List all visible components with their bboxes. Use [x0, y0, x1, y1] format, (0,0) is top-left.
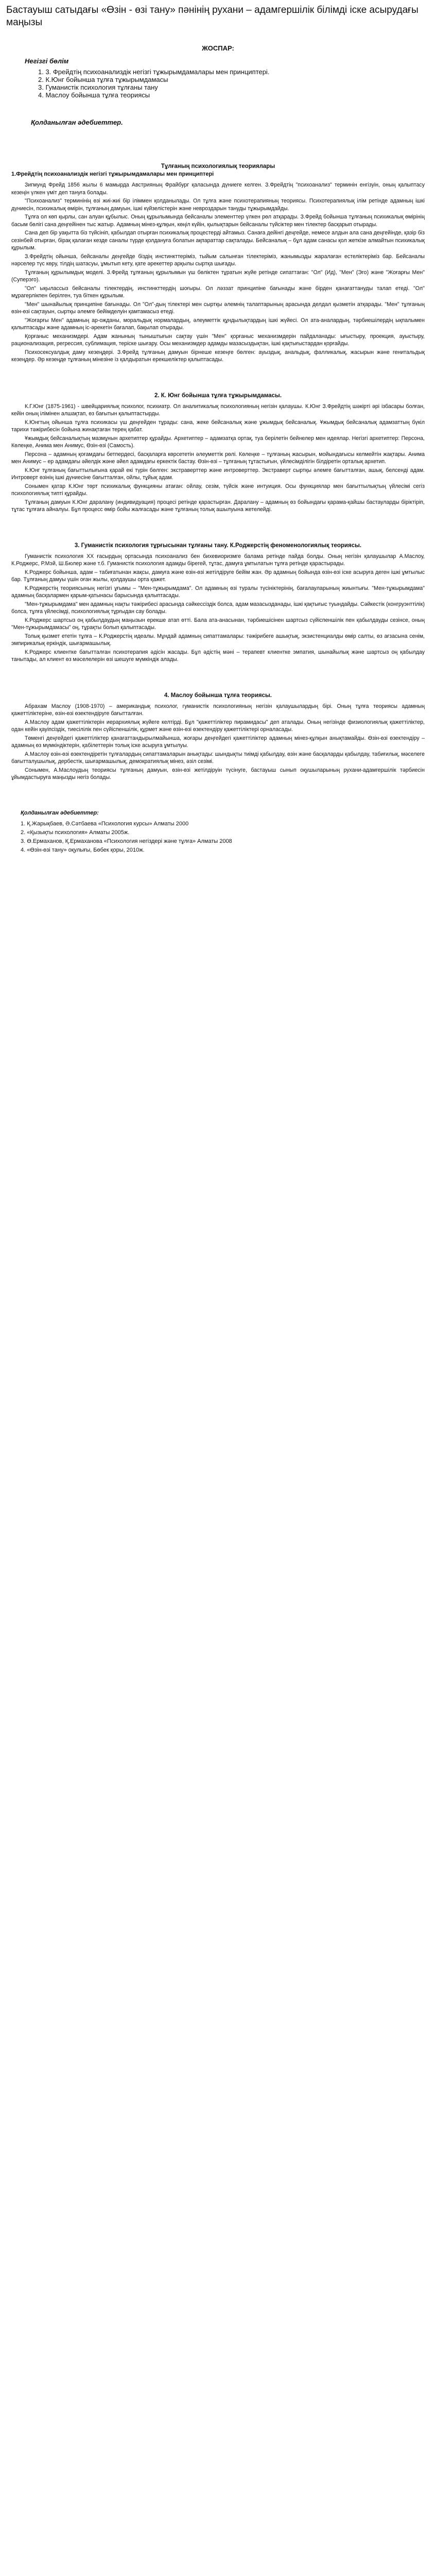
content-section — [0, 392, 436, 514]
section-heading: 2. К. Юнг бойынша тұлға тұжырымдамасы. — [154, 392, 282, 399]
section-subheading: 1.Фрейдтің психоанализдік негізгі тұжырымдамалары мен принциптері — [11, 171, 214, 177]
section-spacer — [0, 783, 436, 809]
section-paragraph: Тұлға ол көп қырлы, сан алуан құбылыс. Оның құрылымында бейсаналы элементтер үлкен рөл атқарады. З.Фрейд бойынша тұлғаның психикалық өмірінің басым бөлігі сана деңгейінен тыс жатыр. Адамның мінез-құлқын, көңіл күйін, қылықтарын бейсаналы түйсіктер мен тілектер басқарып отырады. — [11, 214, 425, 228]
plan-footer: Қолданылған әдебиеттер. — [31, 118, 123, 126]
content-section — [0, 541, 436, 664]
section-spacer — [0, 365, 436, 392]
section-paragraph: Сонымен қатар К.Юнг төрт психикалық функцияны атаған: ойлау, сезім, түйсік және интуиция. Осы функциялар мен бағыттылықтың үйлесімі сегіз психологиялық типті құрайды. — [11, 483, 425, 497]
section-paragraph: Персона – адамның қоғамдағы бетпердесі, басқаларға көрсететін әлеуметтік рөлі. Көлеңке – тұлғаның жасырын, мойындағысы келмейтін жақтары. Анима мен Анимус – ер адамдағы әйелдік және әйел адамдағы еркектік бастау. Өзін-өзі – тұлғаның тұтастығын, үйлесімділігін білдіретін орталық архетип. — [11, 451, 425, 465]
section-paragraph: "Мен-тұжырымдама" мен адамның нақты тәжірибесі арасында сәйкессіздік болса, адам мазасызданады, ішкі қақтығыс туындайды. Сәйкестік (конгруэнттілік) болса, тұлға үйлесімді, психологиялық тұрғыдан сау болады. — [11, 601, 425, 615]
section-paragraph: "Ол" ықылассыз бейсаналы тілектердің, инстинкттердің шоғыры. Ол ләззат принципіне бағынады және бірден қанағаттануды талап етеді. "Ол" мұрагерлікпен берілген, туа біткен құрылым. — [11, 285, 425, 299]
section-paragraph: Сана деп бір уақытта біз түйсініп, қабылдап отырған психикалық процестерді айтамыз. Санаға дейінгі деңгейде, немесе алдын ала сана деңгейінде, қазір біз сезінбей отырған, бірақ қалаған кезде саналы түрде қолдануға болатын ақпараттар сақталады. Бейсаналық – бұл адам санасы қол жеткізе алмайтын психикалық құрылым. — [11, 230, 425, 251]
plan-item: 2. К.Юнг бойынша тұлға тұжырымдамасы — [38, 76, 168, 83]
section-spacer — [0, 665, 436, 691]
section-paragraph: Төменгі деңгейдегі қажеттіліктер қанағаттандырылмайынша, жоғары деңгейдегі қажеттіліктер адамның мінез-құлқын анықтамайды. Өзін-өзі өзектендіру – адамның өз мүмкіндіктерін, қабілеттерін толық іске асыруға ұмтылуы. — [11, 735, 425, 749]
section-paragraph: К.Юнгтың ойынша тұлға психикасы үш деңгейден тұрады: сана, жеке бейсаналық және ұжымдық бейсаналық. Ұжымдық бейсаналық адамзаттың бүкіл тарихи тәжірибесін бойына жинақтаған терең қабат. — [11, 419, 425, 433]
section-paragraph: "Мен" шынайылық принципіне бағынады. Ол "Ол"-дың тілектері мен сыртқы әлемнің талаптарының арасында делдал қызметін атқарады. "Мен" тұлғаның өзін-өзі сақтауын, сыртқы әлемге бейімделуін қамтамасыз етеді. — [11, 301, 425, 315]
section-paragraph: Қорғаныс механизмдері. Адам жанының тыныштығын сақтау үшін "Мен" қорғаныс механизмдерін пайдаланады: ығыстыру, проекция, ауыстыру, рационализация, регрессия, сублимация, теріске шығару. Осы механизмдер адамды мазасыздықтан, ішкі қақтығыстардан қорғайды. — [11, 333, 425, 347]
section-paragraph: К.Г.Юнг (1875-1961) - швейцариялық психолог, психиатр. Ол аналитикалық психологияның негізін қалаушы. К.Юнг З.Фрейдтің шәкірті әрі ізбасары болған, кейін оның ілімінен алшақтап, өз бағытын қалыптастырды. — [11, 403, 425, 417]
section-paragraph: Абрахам Маслоу (1908-1970) – американдық психолог, гуманистік психологияның негізін қалаушылардың бірі. Оның тұлға теориясы адамның қажеттіліктеріне, өзін-өзі өзектендіруге бағытталған. — [11, 703, 425, 717]
section-paragraph: Ұжымдық бейсаналықтың мазмұнын архетиптер құрайды. Архетиптер – адамзатқа ортақ, туа берілетін бейнелер мен идеялар. Негізгі архетиптер: Персона, Көлеңке, Анима мен Анимус, Өзін-өзі (Самость). — [11, 435, 425, 449]
section-paragraph: К.Роджерс клиентке бағытталған психотерапия әдісін жасады. Бұл әдістің мәні – терапевт клиентке эмпатия, шынайылық және шартсыз оң қабылдау танытады, ал клиент өз мәселелерін өзі шешуге мүмкіндік алады. — [11, 649, 425, 663]
sections-container — [0, 162, 436, 809]
section-paragraph: К.Роджерстің теориясының негізгі ұғымы – "Мен-тұжырымдама". Ол адамның өзі туралы түсініктерінің, бағалауларының жиынтығы. "Мен-тұжырымдама" адамның басқалармен қарым-қатынасы барысында қалыптасады. — [11, 585, 425, 599]
section-paragraph: А.Маслоу адам қажеттіліктерін иерархиялық жүйеге келтірді. Бұл "қажеттіліктер пирамидасы" деп аталады. Оның негізінде физиологиялық қажеттіліктер, одан кейін қауіпсіздік, тиесілілік пен сүйіспеншілік, құрмет және өзін-өзі өзектендіру қажеттіліктері орналасады. — [11, 719, 425, 733]
references-block — [0, 809, 436, 854]
section-paragraph: З.Фрейдтің ойынша, бейсаналы деңгейде біздің инстинкттеріміз, тыйым салынған тілектеріміз, жанымызды жаралаған естеліктеріміз бар. Бейсаналы нәрселер түс көру, тілдің шатасуы, ұмытып кету, қате әрекеттер арқылы сыртқа шығады. — [11, 253, 425, 267]
plan-item: 4. Маслоу бойынша тұлға теориясы — [38, 91, 150, 99]
plan-block — [0, 44, 436, 126]
section-paragraph: Психосексуалдық даму кезеңдері. З.Фрейд тұлғаның дамуын бірнеше кезеңге бөлген: ауыздық, анальдық, фалликалық, жасырын және генитальдық кезеңдер. Әр кезеңде тұлғаның мінезіне із қалдыратын ерекшеліктер қалыптасады. — [11, 349, 425, 363]
section-heading: Тұлғаның психологиялық теориялары — [161, 163, 275, 170]
section-paragraph: К.Роджерс бойынша, адам – табиғатынан жақсы, дамуға және өзін-өзі жетілдіруге бейім жан. Әр адамның бойында өзін-өзі іске асыруға деген ішкі ұмтылыс бар. Тұлғаның дамуы үшін оған жылы, қолдаушы орта қажет. — [11, 569, 425, 583]
section-paragraph: "Жоғарғы Мен" адамның ар-ожданы, моральдық нормалардың, әлеуметтік құндылықтардың ішкі жүйесі. Ол ата-аналардың, тәрбиешілердің ықпалымен қалыптасады және адамның іс-әрекетін бағалап, бақылап отырады. — [11, 317, 425, 331]
section-paragraph: К.Роджерс шартсыз оң қабылдаудың маңызын ерекше атап өтті. Бала ата-анасынан, тәрбиешісінен шартсыз сүйіспеншілік пен қабылдауды сезінсе, оның "Мен-тұжырымдамасы" оң, тұрақты болып қалыптасады. — [11, 617, 425, 631]
section-paragraph: Гуманистік психология ХХ ғасырдың ортасында психоанализ бен бихевиоризмге балама ретінде пайда болды. Оның негізін қалаушылар А.Маслоу, К.Роджерс, Р.Мэй, Ш.Бюлер және т.б. Гуманистік психология адамды бірегей, тұтас, дамуға ұмтылатын тұлға ретінде қарастырады. — [11, 553, 425, 567]
section-paragraph: "Психоанализ" терминінің өзі жиі-жиі бір іліммен қолданылады. Ол тұлға және психотерапияның теориясы. Психотерапиялық ілім ретінде адамның ішкі дүниесін, психикалық өмірін, тұлғаның дамуын, ішкі күйзелістерін және невроздарын тануды тұжырымдайды. — [11, 198, 425, 212]
section-paragraph: Тұлғаның дамуын К.Юнг даралану (индивидуация) процесі ретінде қарастырған. Даралану – адамның өз бойындағы қарама-қайшы бастауларды біріктіріп, тұтас тұлғаға айналуы. Бұл процесс өмір бойы жалғасады және тұлғаның толық ашылуына жетелейді. — [11, 499, 425, 513]
section-heading: 4. Маслоу бойынша тұлға теориясы. — [164, 692, 272, 699]
content-section — [0, 691, 436, 782]
document-title: Бастауыш сатыдағы «Өзін - өзі тану» пәнінің рухани – адамгершілік білімді іске асырудағы маңызы — [6, 5, 418, 28]
section-heading: 3. Гуманистік психология тұрғысынан тұлғаны тану. К.Роджерстің феноменологиялық теориясы. — [74, 542, 362, 549]
reference-item: 3. Ө.Ермаханов, Қ.Ермаханова «Психология негіздері және тұлға» Алматы 2008 — [21, 838, 232, 844]
references-heading: Қолданылған әдебиеттер: — [21, 809, 99, 816]
reference-item: 1. Қ.Жарықбаев, Ә.Сәтбаева «Психология курсы» Алматы 2000 — [21, 820, 189, 827]
plan-item: 1. 3. Фрейдтің психоанализдік негізгі тұжырымдамалары мен принциптері. — [38, 68, 270, 76]
content-section — [0, 162, 436, 364]
section-paragraph: А.Маслоу өзін-өзі өзектендіретін тұлғалардың сипаттамаларын анықтады: шындықты тиімді қабылдау, өзін және басқаларды қабылдау, табиғилық, мәселеге бағытталушылық, дербестік, шығармашылық, демократиялық мінез, әзіл сезімі. — [11, 751, 425, 765]
plan-subheading: Негізгі бөлім — [25, 57, 69, 65]
section-paragraph: Толық қызмет ететін тұлға – К.Роджерстің идеалы. Мұндай адамның сипаттамалары: тәжірибеге ашықтық, экзистенциалды өмір салты, өз ағзасына сенім, эмпирикалық еркіндік, шығармашылық. — [11, 633, 425, 647]
plan-item: 3. Гуманистік психология тұлғаны тану — [38, 83, 158, 91]
section-paragraph: Тұлғаның құрылымдық моделі. З.Фрейд тұлғаның құрылымын үш бөліктен тұратын жүйе ретінде сипаттаған: "Ол" (Ид), "Мен" (Эго) және "Жоғарғы Мен" (Суперэго). — [11, 269, 425, 283]
reference-item: 4. «Өзін-өзі тану» оқулығы, Бөбек қоры, 2010ж. — [21, 846, 145, 853]
reference-item: 2. «Қызықты психология» Алматы 2005ж. — [21, 829, 130, 836]
document-page — [0, 0, 436, 854]
section-paragraph: Сонымен, А.Маслоудың теориясы тұлғаның дамуын, өзін-өзі жетілдіруін түсінуге, бастауыш сынып оқушыларының рухани-адамгершілік тәрбиесін ұйымдастыруға маңызды негіз болады. — [11, 767, 425, 781]
section-spacer — [0, 515, 436, 541]
plan-list — [15, 68, 421, 99]
references-list — [21, 820, 415, 854]
plan-heading: ЖОСПАР: — [202, 44, 234, 52]
section-paragraph: Зигмунд Фрейд 1856 жылы 6 мамырда Австрияның Фрайбург қаласында дүниеге келген. З.Фрейдтің "психоанализ" терминін енгізуін, оның қалыптасу кезеңін үлкен үміт деп тануға болады. — [11, 182, 425, 196]
section-paragraph: К.Юнг тұлғаның бағыттылығына қарай екі түрін бөлген: экстраверттер және интроверттер. Экстраверт сыртқы әлемге бағытталған, ашық, белсенді адам. Интроверт өзінің ішкі дүниесіне бағытталған, ойлы, тұйық адам. — [11, 467, 425, 481]
